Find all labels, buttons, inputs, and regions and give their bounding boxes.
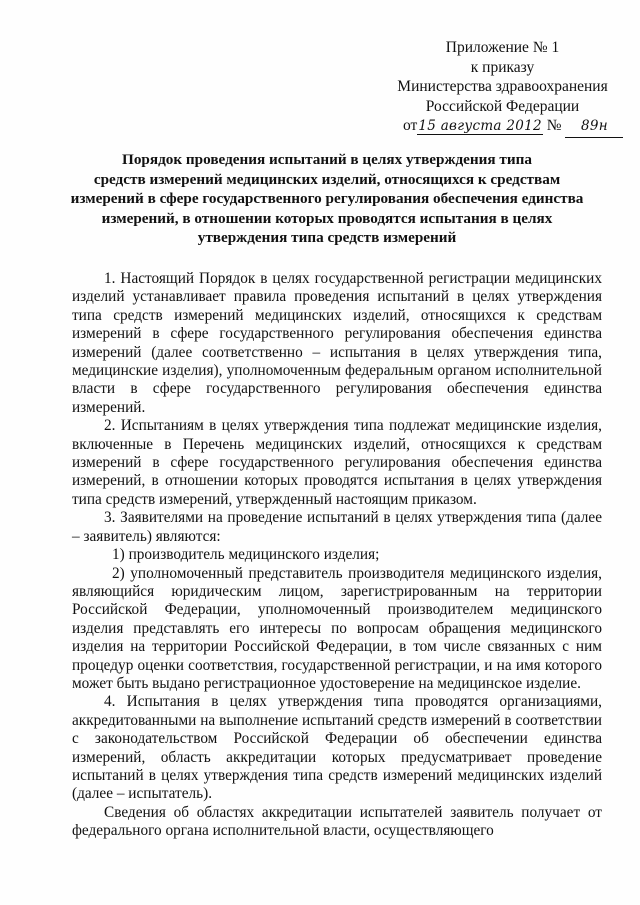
paragraph-3-item-2: 2) уполномоченный представитель производителя медицинского изделия, являющийся юридическим лицом, зарегистрированным на территории Российской Федерации, уполномоченный производителем медицинского изделия представлять его интересы по вопросам обращения медицинского изделия на территории Российской Федерации, в том числе связанных с ним процедур оценки соответствия, государственной регистрации, и на имя которого может быть выдано регистрационное удостоверение на медицинское изделие. (72, 564, 602, 692)
title-line: измерений в сфере государственного регулирования обеспечения единства (70, 190, 584, 208)
document-body (72, 270, 602, 841)
paragraph-1: 1. Настоящий Порядок в целях государственной регистрации медицинских изделий устанавливает правила проведения испытаний в целях утверждения типа средств измерений медицинских изделий, относящихся к средствам измерений в сфере государственного регулирования обеспечения единства измерений (далее соответственно – испытания в целях утверждения типа, медицинские изделия), уполномоченным федеральным органом исполнительной власти в сфере государственного регулирования обеспечения единства измерений. (72, 270, 602, 416)
title-line: измерений, в отношении которых проводятся испытания в целях (101, 209, 553, 227)
number-prefix: № (546, 117, 562, 134)
appendix-header (395, 38, 610, 138)
appendix-order-ref: к приказу (470, 58, 535, 76)
appendix-ministry: Министерства здравоохранения (397, 78, 608, 95)
title-line: Порядок проведения испытаний в целях утверждения типа (122, 151, 532, 168)
paragraph-4: 4. Испытания в целях утверждения типа проводятся организациями, аккредитованными на выполнение испытаний средств измерений в соответствии с законодательством Российской Федерации об обеспечении единства измерений, область аккредитации которых предусматривает проведение испытаний в целях утверждения типа средств измерений медицинских изделий (далее – испытатель). (72, 693, 602, 803)
appendix-number: Приложение № 1 (445, 39, 560, 56)
title-line: средств измерений медицинских изделий, относящихся к средствам (93, 170, 561, 188)
document-title (52, 150, 602, 248)
title-line: утверждения типа средств измерений (197, 229, 457, 247)
date-prefix: от (403, 117, 418, 134)
paragraph-3: 3. Заявителями на проведение испытаний в целях утверждения типа (далее – заявитель) являются: (72, 509, 602, 545)
handwritten-date: 15 августа 2012 (418, 118, 542, 134)
appendix-country: Российской Федерации (425, 97, 580, 115)
handwritten-order-number: 89н (565, 117, 623, 138)
paragraph-3-item-1: 1) производитель медицинского изделия; (112, 546, 380, 564)
order-date-line (403, 116, 610, 138)
paragraph-2: 2. Испытаниям в целях утверждения типа подлежат медицинские изделия, включенные в Перечень медицинских изделий, относящихся к средствам измерений в сфере государственного регулирования обеспечения единства измерений, в отношении которых проводятся испытания в целях утверждения типа средств измерений, утвержденный настоящим приказом. (72, 417, 602, 508)
paragraph-5: Сведения об областях аккредитации испытателей заявитель получает от федерального органа исполнительной власти, осуществляющего (72, 803, 602, 840)
